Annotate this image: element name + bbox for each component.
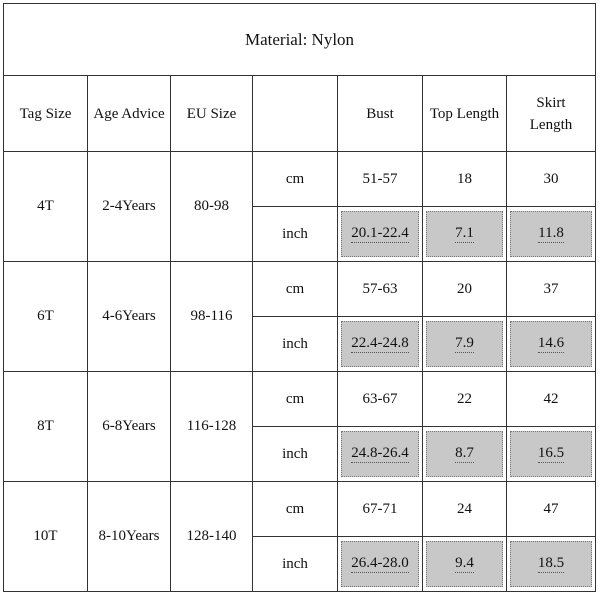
tag-size-cell: 4T — [4, 152, 88, 262]
header-unit — [253, 76, 338, 152]
skirt-length-cell-inch — [507, 427, 596, 482]
bust-cell: 63-67 — [338, 372, 423, 427]
top-length-value: 7.9 — [455, 335, 474, 351]
header-row — [4, 76, 596, 152]
bust-cell-inch — [338, 427, 423, 482]
unit-cell: inch — [253, 317, 338, 372]
top-length-cell-inch — [423, 207, 507, 262]
skirt-length-cell: 47 — [507, 482, 596, 537]
eu-size-cell: 98-116 — [171, 262, 253, 372]
title-row — [4, 4, 596, 76]
header-bust: Bust — [338, 76, 423, 152]
skirt-length-cell-inch — [507, 317, 596, 372]
tag-size-cell: 10T — [4, 482, 88, 592]
header-tag-size: Tag Size — [4, 76, 88, 152]
top-length-cell: 18 — [423, 152, 507, 207]
skirt-length-cell-inch — [507, 207, 596, 262]
tag-size-cell: 6T — [4, 262, 88, 372]
bust-cell: 57-63 — [338, 262, 423, 317]
skirt-length-value: 16.5 — [537, 445, 565, 461]
top-length-cell: 20 — [423, 262, 507, 317]
top-length-cell-inch — [423, 317, 507, 372]
skirt-length-value: 18.5 — [537, 555, 565, 571]
bust-cell-inch — [338, 207, 423, 262]
eu-size-cell: 80-98 — [171, 152, 253, 262]
eu-size-cell: 128-140 — [171, 482, 253, 592]
bust-value: 24.8-26.4 — [351, 445, 409, 461]
table-row — [4, 262, 596, 317]
unit-cell: cm — [253, 482, 338, 537]
header-skirt-length: Skirt Length — [507, 76, 596, 152]
unit-cell: inch — [253, 427, 338, 482]
age-advice-cell: 6-8Years — [88, 372, 171, 482]
bust-cell: 51-57 — [338, 152, 423, 207]
skirt-length-value: 11.8 — [538, 225, 564, 241]
top-length-cell-inch — [423, 427, 507, 482]
header-eu-size: EU Size — [171, 76, 253, 152]
bust-cell-inch — [338, 537, 423, 592]
skirt-length-cell-inch — [507, 537, 596, 592]
unit-cell: cm — [253, 152, 338, 207]
table-row — [4, 482, 596, 537]
skirt-length-cell: 30 — [507, 152, 596, 207]
bust-value: 26.4-28.0 — [351, 555, 409, 571]
unit-cell: inch — [253, 537, 338, 592]
bust-cell: 67-71 — [338, 482, 423, 537]
top-length-cell: 22 — [423, 372, 507, 427]
size-chart — [3, 3, 595, 598]
unit-cell: cm — [253, 372, 338, 427]
skirt-length-value: 14.6 — [537, 335, 565, 351]
age-advice-cell: 4-6Years — [88, 262, 171, 372]
size-table — [3, 3, 596, 592]
bust-value: 20.1-22.4 — [351, 225, 409, 241]
top-length-value: 9.4 — [455, 555, 474, 571]
top-length-cell-inch — [423, 537, 507, 592]
table-row — [4, 152, 596, 207]
skirt-length-cell: 37 — [507, 262, 596, 317]
unit-cell: cm — [253, 262, 338, 317]
bust-cell-inch — [338, 317, 423, 372]
eu-size-cell: 116-128 — [171, 372, 253, 482]
tag-size-cell: 8T — [4, 372, 88, 482]
table-title: Material: Nylon — [4, 4, 596, 76]
header-age-advice: Age Advice — [88, 76, 171, 152]
top-length-value: 7.1 — [455, 225, 474, 241]
skirt-length-cell: 42 — [507, 372, 596, 427]
unit-cell: inch — [253, 207, 338, 262]
age-advice-cell: 2-4Years — [88, 152, 171, 262]
age-advice-cell: 8-10Years — [88, 482, 171, 592]
top-length-cell: 24 — [423, 482, 507, 537]
header-top-length: Top Length — [423, 76, 507, 152]
table-row — [4, 372, 596, 427]
bust-value: 22.4-24.8 — [351, 335, 409, 351]
top-length-value: 8.7 — [455, 445, 474, 461]
